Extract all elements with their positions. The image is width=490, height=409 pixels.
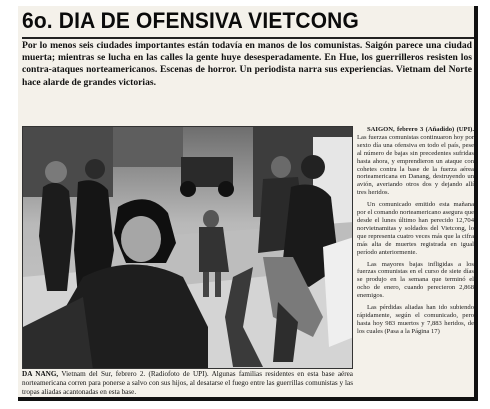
newspaper-page [18,6,478,401]
war-refugees-photo [23,127,353,369]
photo-caption [22,370,353,397]
article-column [357,126,474,398]
article-p2: Un comunicado emitido esta mañana por el comando norteamericano asegura que desde el lunes último han perecido 12,704 norvietnamitas y soldados del Vietcong, lo que representa cuatro veces más que la cifra más alta de muertes registrada en igual período anteriormente. [357,201,474,256]
article-paragraph [357,126,474,197]
news-photo [22,126,353,369]
article-dateline: SAIGON, febrero 3 (Añadido) (UPI). [367,126,474,133]
caption-text: Vietnam del Sur, febrero 2. (Radiofoto de UPI). Algunas familias residentes en esta base aérea norteamericana corren para ponerse a salvo con sus hijos, al desatarse el fuego entre las guerrillas comunistas y las tropas aliadas acantonadas en esta base. [22,370,353,396]
continued-note: (Pasa a la Página 17) [384,327,440,335]
headline-rule [22,37,474,39]
article-p3: Las mayores bajas infligidas a los fuerzas comunistas en el curso de siete días se produjo en la semana que terminó el ocho de enero, cuando perecieron 2,868 enemigos. [357,260,474,300]
deck-summary: Por lo menos seis ciudades importantes están todavía en manos de los comunistas. Saigón parece una ciudad muerta; mientras se lucha en las calles la gente huye desesperadamente. En Hue, los guerrilleros resisten los contra-ataques norteamericanos. Escenas de horror. Un periodista narra sus experiencias. Vietnam del Norte hace alarde de grandes victorias. [22,40,472,88]
headline: 6o. DIA DE OFENSIVA VIETCONG [22,8,359,33]
article-p4: Las pérdidas aliadas han ido subiendo rápidamente, según el comunicado, pero hasta hoy 983 muertos y 7,883 heridos, de los cuales [357,304,474,335]
caption-dateline: DA NANG, [22,370,59,378]
article-paragraph [357,304,474,336]
article-p1: Las fuerzas comunistas continuaron hoy por sexto día una ofensiva en todo el país, pese al número de bajas sin precedentes sufridas hasta ahora, y emprendieron un ataque con cohetes contra la base de la fuerza aérea norteamericana en Danang, destruyendo un avión, averiando otros dos y dejando allí tres heridos. [357,133,474,197]
